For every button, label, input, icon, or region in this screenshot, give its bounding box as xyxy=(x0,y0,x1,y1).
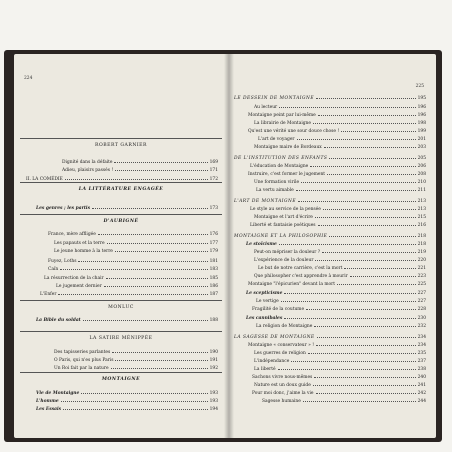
toc-entry-title: La résurrection de la chair xyxy=(44,276,104,281)
leader-dots xyxy=(107,239,208,244)
toc-entry-pour-moi xyxy=(252,389,426,396)
toc-entry-page: 185 xyxy=(209,276,218,281)
toc-heading-robert-garnier: ROBERT GARNIER xyxy=(95,143,147,148)
toc-entry-page: 188 xyxy=(209,318,218,323)
toc-entry-title: Montaigne "l'épicurien" devant la mort xyxy=(248,282,336,287)
leader-dots xyxy=(350,272,416,277)
toc-entry-librairie xyxy=(254,119,426,126)
toc-entry-quest-ce xyxy=(248,127,426,134)
toc-entry-liberte xyxy=(250,221,426,228)
toc-entry-vie-montaigne xyxy=(36,389,218,396)
leader-dots xyxy=(115,166,207,171)
toc-heading-monluc: MONLUC xyxy=(108,305,134,310)
toc-entry-homme xyxy=(36,397,218,404)
toc-entry-page: 195 xyxy=(417,96,426,101)
toc-entry-title: La Bible du soldat xyxy=(36,318,81,323)
toc-entry-peut-on xyxy=(254,248,426,255)
leader-dots xyxy=(297,135,416,140)
toc-entry-page: 234 xyxy=(417,343,426,348)
toc-entry-title: II. LA COMÉDIE xyxy=(26,177,63,182)
toc-entry-title: LA SAGESSE DE MONTAIGNE xyxy=(234,335,315,340)
leader-dots xyxy=(314,322,415,327)
leader-dots xyxy=(92,204,208,209)
toc-entry-philosopher xyxy=(254,272,426,279)
toc-entry-page: 227 xyxy=(417,291,426,296)
toc-entry-page: 219 xyxy=(417,250,426,255)
toc-entry-title: Des tapisseries parlantes xyxy=(54,350,111,355)
toc-entry-tapisseries xyxy=(54,348,218,355)
toc-entry-maire-bordeaux xyxy=(254,143,426,150)
heading-rule xyxy=(20,331,222,332)
leader-dots xyxy=(315,256,415,261)
leader-dots xyxy=(323,205,416,210)
toc-entry-independance xyxy=(254,357,426,364)
toc-entry-dessein xyxy=(234,94,426,101)
leader-dots xyxy=(296,186,416,191)
toc-entry-fuyez-loths xyxy=(48,257,218,264)
toc-entry-scepticisme xyxy=(246,289,426,296)
toc-entry-page: 186 xyxy=(209,284,218,289)
leader-dots xyxy=(291,357,415,362)
leader-dots xyxy=(314,373,415,378)
toc-entry-page: 172 xyxy=(209,177,218,182)
toc-entry-sagesse-humaine xyxy=(262,397,426,404)
toc-entry-page: 183 xyxy=(209,267,218,272)
toc-entry-page: 190 xyxy=(209,350,218,355)
toc-entry-page: 244 xyxy=(417,399,426,404)
heading-rule xyxy=(20,300,222,301)
toc-entry-adieu-plaisirs xyxy=(62,166,218,173)
toc-entry-page: 179 xyxy=(209,249,218,254)
toc-entry-title: L'éducation de Montaigne xyxy=(250,164,309,169)
toc-entry-title: Montaigne « conservateur » ! xyxy=(248,343,314,348)
leader-dots xyxy=(104,282,208,287)
leader-dots xyxy=(308,349,416,354)
toc-entry-page: 218 xyxy=(417,242,426,247)
toc-entry-formation xyxy=(254,178,426,185)
toc-entry-cannibales xyxy=(246,314,426,321)
toc-entry-page: 208 xyxy=(417,172,426,177)
toc-entry-title: Montaigne et l'art d'écrire xyxy=(254,215,313,220)
toc-entry-title: L'expérience de la douleur xyxy=(254,258,314,263)
toc-entry-art-montaigne xyxy=(234,197,426,204)
toc-entry-title: Nature est un doux guide xyxy=(254,383,311,388)
leader-dots xyxy=(115,356,207,361)
toc-entry-title: Les guerres de religion xyxy=(254,351,306,356)
leader-dots xyxy=(81,389,207,394)
toc-entry-religion xyxy=(256,322,426,329)
toc-entry-page: 187 xyxy=(209,292,218,297)
leader-dots xyxy=(344,264,415,269)
toc-entry-page: 221 xyxy=(417,266,426,271)
toc-entry-page: 169 xyxy=(209,160,218,165)
toc-entry-page: 177 xyxy=(209,241,218,246)
toc-heading-montaigne: MONTAIGNE xyxy=(101,377,141,382)
toc-entry-page: 235 xyxy=(417,351,426,356)
leader-dots xyxy=(317,333,416,338)
toc-entry-cain xyxy=(48,265,218,272)
toc-entry-page: 205 xyxy=(417,156,426,161)
toc-entry-page: 238 xyxy=(417,367,426,372)
toc-entry-papaute xyxy=(54,239,218,246)
toc-entry-title: Qu'est une vérité une sour douce chose ! xyxy=(248,129,340,134)
toc-entry-title: Montaigne maire de Bordeaux xyxy=(254,145,322,150)
toc-entry-page: 194 xyxy=(209,407,218,412)
toc-entry-title: Une formation virile xyxy=(254,180,300,185)
toc-entry-page: 230 xyxy=(417,316,426,321)
toc-entry-montaigne-ecrire xyxy=(254,213,426,220)
toc-heading-litt-engagee: LA LITTÉRATURE ENGAGÉE xyxy=(78,187,164,192)
toc-entry-title: Les Essais xyxy=(36,407,62,412)
right-page xyxy=(228,54,436,438)
toc-entry-title: O Paris, qui n'es plus Paris xyxy=(54,358,114,363)
toc-entry-education xyxy=(250,162,426,169)
toc-entry-page: 242 xyxy=(417,391,426,396)
leader-dots xyxy=(112,348,207,353)
toc-entry-title: Sachons vivre nous-mêmes xyxy=(252,375,313,380)
toc-entry-title: Les cannibales xyxy=(246,316,283,321)
leader-dots xyxy=(337,280,416,285)
toc-entry-page: 173 xyxy=(209,206,218,211)
toc-entry-title: La religion de Montaigne xyxy=(256,324,313,329)
toc-entry-page: 237 xyxy=(417,359,426,364)
toc-entry-title: L'indépendance xyxy=(254,359,290,364)
toc-entry-page: 223 xyxy=(417,274,426,279)
leader-dots xyxy=(301,178,416,183)
toc-entry-page: 201 xyxy=(417,137,426,142)
toc-entry-page: 220 xyxy=(417,258,426,263)
leader-dots xyxy=(318,221,416,226)
toc-entry-epicurien xyxy=(248,280,426,287)
toc-entry-title: MONTAIGNE ET LA PHILOSOPHIE xyxy=(234,234,328,239)
leader-dots xyxy=(281,297,416,302)
toc-entry-fragilite xyxy=(252,305,426,312)
toc-entry-page: 203 xyxy=(417,145,426,150)
toc-entry-page: 181 xyxy=(209,259,218,264)
leader-dots xyxy=(106,274,208,279)
toc-entry-title: Le but de notre carrière, c'est la mort xyxy=(258,266,343,271)
toc-entry-title: Le scepticisme xyxy=(246,291,283,296)
book-gutter xyxy=(224,54,234,438)
toc-entry-page: 176 xyxy=(209,232,218,237)
toc-entry-page: 199 xyxy=(417,129,426,134)
leader-dots xyxy=(61,397,208,402)
toc-entry-title: L'ART DE MONTAIGNE xyxy=(234,199,297,204)
toc-entry-montaigne-peint xyxy=(248,111,426,118)
heading-rule xyxy=(20,372,222,373)
toc-entry-title: L'Enfer xyxy=(40,292,57,297)
toc-entry-title: LE DESSEIN DE MONTAIGNE xyxy=(234,96,315,101)
toc-entry-title: Que philosopher c'est apprendre à mourir xyxy=(254,274,348,279)
toc-entry-page: 192 xyxy=(209,366,218,371)
toc-entry-title: Adieu, plaisirs passés ! xyxy=(62,168,114,173)
toc-entry-page: 198 xyxy=(417,121,426,126)
leader-dots xyxy=(313,119,416,124)
leader-dots xyxy=(63,405,207,410)
toc-entry-title: Liberté et fantaisie poétiques xyxy=(250,223,316,228)
leader-dots xyxy=(60,265,207,270)
toc-entry-page: 240 xyxy=(417,375,426,380)
toc-entry-au-lecteur xyxy=(254,103,426,110)
heading-rule xyxy=(20,214,222,215)
leader-dots xyxy=(327,170,416,175)
toc-entry-vertige xyxy=(256,297,426,304)
toc-entry-page: 234 xyxy=(417,335,426,340)
heading-rule xyxy=(20,138,222,139)
toc-entry-sachons xyxy=(252,373,426,380)
toc-entry-title: Le stoïcisme xyxy=(246,242,277,247)
leader-dots xyxy=(298,197,416,202)
toc-entry-page: 232 xyxy=(417,324,426,329)
leader-dots xyxy=(98,230,208,235)
toc-entry-title: Au lecteur xyxy=(254,105,278,110)
toc-entry-comedie xyxy=(26,175,218,182)
toc-entry-experience xyxy=(254,256,426,263)
toc-entry-art-voyager xyxy=(258,135,426,142)
toc-entry-title: La vertu aimable xyxy=(256,188,294,193)
toc-entry-page: 225 xyxy=(417,282,426,287)
toc-entry-page: 210 xyxy=(417,180,426,185)
toc-entry-resurrection xyxy=(44,274,218,281)
toc-entry-page: 196 xyxy=(417,105,426,110)
toc-entry-jeune-homme xyxy=(54,247,218,254)
left-page xyxy=(14,54,228,438)
leader-dots xyxy=(279,240,416,245)
toc-entry-title: Le jugement dernier xyxy=(56,284,102,289)
leader-dots xyxy=(303,397,416,402)
toc-entry-page: 216 xyxy=(417,223,426,228)
toc-entry-page: 211 xyxy=(417,188,426,193)
toc-entry-title: Vie de Montaigne xyxy=(36,391,80,396)
toc-entry-guerres xyxy=(254,349,426,356)
toc-entry-o-paris xyxy=(54,356,218,363)
toc-entry-page: 227 xyxy=(417,299,426,304)
toc-entry-un-roi xyxy=(54,364,218,371)
leader-dots xyxy=(284,289,415,294)
toc-entry-page: 171 xyxy=(209,168,218,173)
toc-entry-philosophie xyxy=(234,232,426,239)
toc-entry-title: Les genres ; les partis xyxy=(36,206,91,211)
toc-entry-jugement xyxy=(56,282,218,289)
toc-entry-institution xyxy=(234,154,426,161)
leader-dots xyxy=(324,143,416,148)
toc-entry-enfer xyxy=(40,290,218,297)
toc-entry-title: Le style au service de la pensée xyxy=(250,207,321,212)
toc-heading-aubigne: D'AUBIGNÉ xyxy=(103,219,139,224)
leader-dots xyxy=(318,111,416,116)
leader-dots xyxy=(279,103,415,108)
leader-dots xyxy=(58,290,207,295)
leader-dots xyxy=(65,175,208,180)
leader-dots xyxy=(316,389,416,394)
toc-entry-title: Dignité dans la défaite xyxy=(62,160,113,165)
toc-entry-dignite-delaire xyxy=(62,158,218,165)
toc-entry-page: 191 xyxy=(209,358,218,363)
toc-entry-title: DE L'INSTITUTION DES ENFANTS xyxy=(234,156,328,161)
toc-entry-title: Sagesse humaine xyxy=(262,399,301,404)
toc-entry-page: 213 xyxy=(417,207,426,212)
toc-entry-genres-partis xyxy=(36,204,218,211)
toc-entry-conservateur xyxy=(248,341,426,348)
leader-dots xyxy=(111,364,208,369)
toc-entry-title: La librairie de Montaigne xyxy=(254,121,311,126)
leader-dots xyxy=(313,381,416,386)
toc-entry-title: Caïn xyxy=(48,267,59,272)
toc-entry-nature xyxy=(254,381,426,388)
toc-entry-instruire xyxy=(248,170,426,177)
toc-entry-title: Le jeune homme à la terre xyxy=(54,249,113,254)
toc-entry-liberte2 xyxy=(254,365,426,372)
leader-dots xyxy=(316,94,416,99)
toc-entry-title: France, mère affligée xyxy=(48,232,96,237)
page-number: 225 xyxy=(415,84,424,89)
leader-dots xyxy=(329,154,415,159)
toc-entry-page: 206 xyxy=(417,164,426,169)
toc-entry-title: Le vertige xyxy=(256,299,279,304)
toc-entry-page: 241 xyxy=(417,383,426,388)
toc-entry-title: L'homme xyxy=(36,399,59,404)
leader-dots xyxy=(278,365,416,370)
leader-dots xyxy=(315,213,416,218)
toc-entry-sagesse xyxy=(234,333,426,340)
toc-entry-stoicisme xyxy=(246,240,426,247)
toc-entry-title: Fuyez, Loths xyxy=(48,259,77,264)
leader-dots xyxy=(316,341,416,346)
leader-dots xyxy=(115,247,208,252)
toc-entry-title: Peut-on mépriser la douleur ? xyxy=(254,250,321,255)
toc-entry-title: Pour moi donc, j'aime la vie xyxy=(252,391,314,396)
toc-entry-title: Fragilité de la coutume xyxy=(252,307,305,312)
toc-entry-page: 193 xyxy=(209,399,218,404)
leader-dots xyxy=(83,316,208,321)
toc-heading-satire-menippee: LA SATIRE MÉNIPPÉE xyxy=(89,336,153,341)
leader-dots xyxy=(78,257,207,262)
toc-entry-page: 215 xyxy=(417,215,426,220)
toc-entry-title: La liberté xyxy=(254,367,276,372)
leader-dots xyxy=(341,127,415,132)
toc-entry-title: L'art de voyager xyxy=(258,137,295,142)
toc-entry-title: Les papauts et la terre xyxy=(54,241,105,246)
toc-entry-title: Montaigne peint par lui-même xyxy=(248,113,316,118)
leader-dots xyxy=(310,162,415,167)
toc-entry-title: Instruire, c'est former le jugement xyxy=(248,172,326,177)
toc-entry-but-carriere xyxy=(258,264,426,271)
toc-entry-essais xyxy=(36,405,218,412)
toc-entry-vertu xyxy=(256,186,426,193)
leader-dots xyxy=(329,232,415,237)
toc-entry-bible-soldat xyxy=(36,316,218,323)
leader-dots xyxy=(322,248,416,253)
toc-entry-page: 213 xyxy=(417,199,426,204)
page-number: 224 xyxy=(24,76,33,81)
leader-dots xyxy=(114,158,207,163)
toc-entry-page: 228 xyxy=(417,307,426,312)
heading-rule xyxy=(20,182,222,183)
toc-entry-page: 193 xyxy=(209,391,218,396)
toc-entry-page: 218 xyxy=(417,234,426,239)
toc-entry-page: 196 xyxy=(417,113,426,118)
toc-entry-title: Un Roi fait par la nature xyxy=(54,366,109,371)
toc-entry-style-service xyxy=(250,205,426,212)
leader-dots xyxy=(306,305,416,310)
toc-entry-france-mere xyxy=(48,230,218,237)
leader-dots xyxy=(284,314,415,319)
